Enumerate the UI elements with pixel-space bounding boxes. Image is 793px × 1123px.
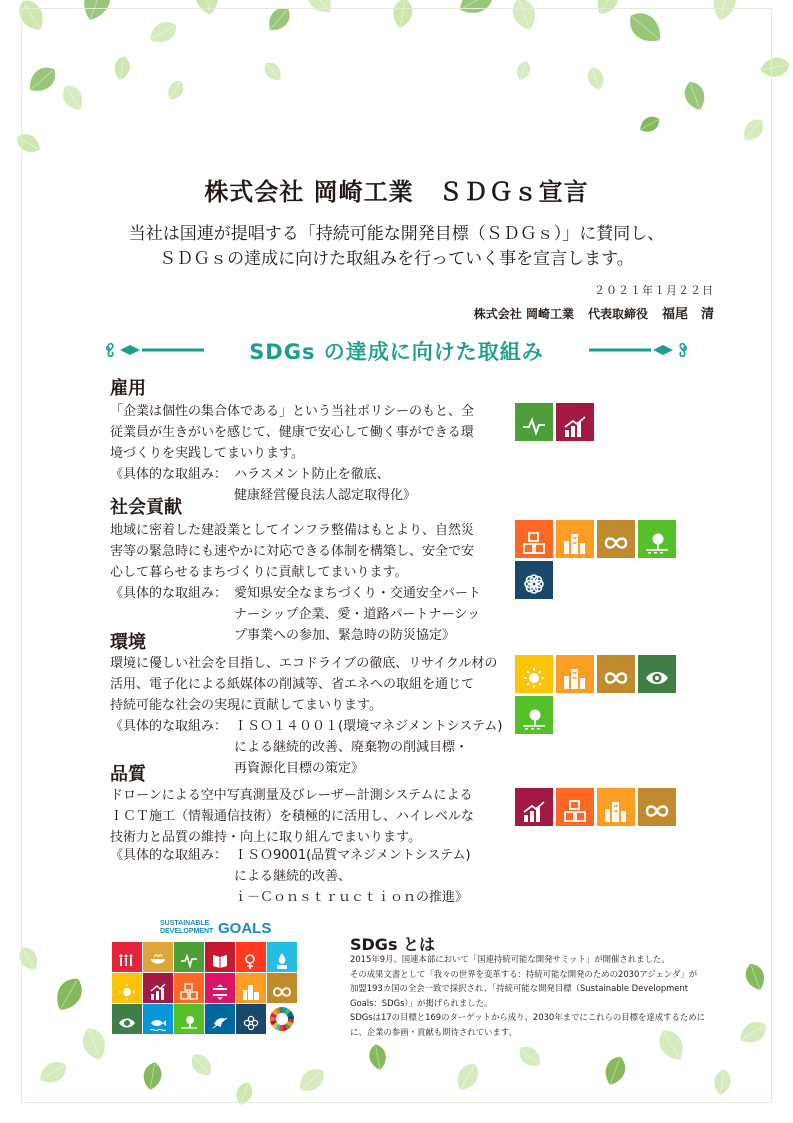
- quality-details: [234, 845, 514, 908]
- employment-text: [110, 401, 508, 464]
- goal-number: 1: [114, 943, 118, 949]
- goal-pictogram-icon: [180, 983, 198, 1001]
- environment-detail-label: 《具体的な取組み：: [110, 719, 228, 734]
- goal-number: 12: [640, 789, 647, 795]
- goal-number: 17: [517, 562, 524, 568]
- goal-number: 13: [114, 1005, 121, 1011]
- goal-text: 産業と技術革新の基盤をつくろう: [182, 975, 203, 981]
- goal-pictogram-icon: [118, 983, 136, 1001]
- goal-text: 平和と公正をすべての人に: [213, 1006, 233, 1012]
- sdg-grid-goal-17: [236, 1004, 266, 1034]
- employment-line: 従業員が生きがいを感じて、健康で安心して働く事ができる環: [110, 425, 474, 440]
- about-line: に、企業の参画・貢献も期待されています。: [350, 1026, 517, 1037]
- cubes-icon: [563, 800, 587, 823]
- about-line: Goals：SDGs）」が掲げられました。: [350, 997, 493, 1008]
- infinity-icon: [604, 667, 628, 690]
- about-line: 2015年9月、国連本部において「国連持続可能な開発サミット」が開催されました。: [350, 954, 670, 964]
- goal-text: 住み続けられるまちづくりを: [564, 656, 592, 663]
- sdg-goal-9-tile: [515, 520, 553, 558]
- quality-line: ドローンによる空中写真測量及びレーザー計測システムによる: [110, 788, 473, 803]
- about-sdgs-heading: SDGs とは: [350, 935, 436, 954]
- goal-text: 気候変動に具体的な対策を: [120, 1006, 141, 1012]
- environment-details: [234, 716, 514, 779]
- goal-number: 4: [207, 943, 211, 949]
- goal-text: 産業と技術革新の基盤をつくろう: [564, 789, 592, 796]
- goal-text: 気候変動に具体的な対策を: [646, 656, 674, 663]
- sdg-grid-goal-1: [112, 942, 142, 972]
- eye-globe-icon: [645, 667, 669, 690]
- city-icon: [604, 800, 628, 823]
- goal-number: 3: [517, 404, 521, 410]
- goal-number: 8: [558, 404, 562, 410]
- social-detail-label: 《具体的な取組み：: [110, 586, 228, 601]
- page-title: 株式会社 岡崎工業 ＳＤＧｓ宣言: [204, 178, 589, 206]
- sdg-grid-goal-7: [112, 973, 142, 1003]
- goal-text: すべての人に健康と福祉を: [523, 404, 550, 411]
- goal-number: 8: [145, 974, 149, 980]
- social-detail-line: ナーシップ企業、愛・道路パートナーシッ: [234, 607, 480, 622]
- goal-number: 5: [238, 943, 242, 949]
- goal-text: つくる責任つかう責任: [275, 975, 296, 981]
- sdg-goal-12-tile: [597, 655, 635, 693]
- sdg-grid-goal-9: [174, 973, 204, 1003]
- sdg-grid-goal-16: [205, 1004, 235, 1034]
- goal-pictogram-icon: [118, 952, 136, 970]
- goal-number: 7: [517, 656, 521, 662]
- signer-name: 福尾 清: [661, 307, 714, 322]
- quality-detail-label: 《具体的な取組み：: [110, 848, 228, 863]
- goal-pictogram-icon: [180, 952, 198, 970]
- environment-line: 持続可能な社会の実現に貢献してまいります。: [110, 698, 382, 713]
- about-line: 加盟193カ国の全会一致で採択され、「持続可能な開発目標（Sustainable Development: [350, 983, 689, 993]
- sdg-goal-3-tile: [515, 403, 553, 441]
- goal-number: 11: [238, 974, 245, 980]
- employment-detail-line: 健康経営優良法人認定取得化》: [234, 488, 417, 503]
- quality-detail-line: ｉ－Ｃｏｎｓｔｒｕｃｔｉｏｎの推進》: [234, 890, 469, 905]
- sdg-goal-11-tile: [556, 520, 594, 558]
- goal-text: 住み続けられるまちづくりを: [564, 521, 592, 528]
- goal-text: ジェンダー平等を実現しよう: [244, 944, 264, 950]
- sdg-grid-goal-6: [267, 942, 297, 972]
- goal-text: 住み続けられるまちづくりを: [605, 789, 633, 796]
- goal-number: 8: [517, 789, 521, 795]
- lead-line-1: 当社は国連が提唱する「持続可能な開発目標（ＳＤＧｓ）」に賛同し、: [128, 224, 665, 244]
- sdgs-logo: [160, 920, 272, 937]
- goal-number: 15: [517, 697, 524, 703]
- section-title: SDGs の達成に向けた取組み: [249, 340, 544, 364]
- employment-details: [234, 464, 514, 506]
- heading-quality: 品質: [110, 764, 146, 785]
- goal-pictogram-icon: [273, 983, 291, 1001]
- goal-number: 10: [207, 974, 214, 980]
- sdg-goal-11-tile: [556, 655, 594, 693]
- sdg-goal-8-tile: [556, 403, 594, 441]
- signer-position: 代表取締役: [587, 307, 648, 321]
- employment-line: 「企業は個性の集合体である」という当社ポリシーのもと、全: [110, 404, 475, 419]
- about-line: その成果文書として「我々の世界を変革する：持続可能な開発のための2030アジェンダ」が: [350, 968, 698, 979]
- about-line: SDGsは17の目標と169のターゲットから成り、2030年までにこれらの目標を達成するために: [350, 1012, 705, 1022]
- sdg-goal-8-tile: [515, 788, 553, 826]
- social-line: 心して暮らせるまちづくりに貢献してまいります。: [110, 565, 408, 580]
- tree-icon: [645, 532, 669, 555]
- sdg-grid-goal-3: [174, 942, 204, 972]
- sdg-goal-15-tile: [638, 520, 676, 558]
- goal-text: 働きがいも経済成長も: [564, 404, 592, 411]
- goal-number: 9: [517, 521, 521, 527]
- goal-text: 貧困をなくそう: [120, 944, 138, 947]
- sdg-goal-12-tile: [638, 788, 676, 826]
- cubes-icon: [522, 532, 546, 555]
- goal-pictogram-icon: [242, 1014, 260, 1032]
- goal-number: 2: [145, 943, 149, 949]
- sdg-grid-goal-4: [205, 942, 235, 972]
- sdg-grid-goal-8: [143, 973, 173, 1003]
- logo-line-1: SUSTAINABLE: [160, 920, 210, 927]
- goal-text: つくる責任つかう責任: [646, 789, 674, 796]
- goal-number: 6: [269, 943, 273, 949]
- signer-company: 株式会社 岡崎工業: [473, 307, 574, 321]
- goal-number: 16: [207, 1005, 214, 1011]
- sdg-wheel-icon: [267, 1004, 297, 1034]
- goal-number: 17: [238, 1005, 245, 1011]
- employment-detail-label: 《具体的な取組み：: [110, 467, 228, 482]
- goal-text: パートナーシップで目標を達成しよう: [523, 562, 550, 569]
- city-icon: [563, 667, 587, 690]
- goal-pictogram-icon: [149, 983, 167, 1001]
- declaration-date: ２０２１年１月２２日: [594, 284, 714, 297]
- goal-pictogram-icon: [149, 952, 167, 970]
- sdg-grid-goal-2: [143, 942, 173, 972]
- growth-chart-icon: [522, 800, 546, 823]
- goal-number: 14: [145, 1005, 152, 1011]
- goal-text: 海の豊かさを守ろう: [151, 1006, 172, 1012]
- goal-text: エネルギーをみんなにそしてクリーンに: [120, 975, 141, 984]
- environment-line: 活用、電子化による紙媒体の削減等、省エネへの取組を通じて: [110, 677, 475, 692]
- goal-text: つくる責任つかう責任: [605, 521, 633, 528]
- growth-chart-icon: [563, 415, 587, 438]
- goal-text: 住み続けられるまちづくりを: [244, 975, 265, 981]
- infinity-icon: [645, 800, 669, 823]
- goal-text: 陸の豊かさも守ろう: [646, 521, 674, 525]
- social-line: 害等の緊急時にも速やかに対応できる体制を構築し、安全で安: [110, 544, 475, 559]
- environment-text: [110, 653, 508, 716]
- goal-text: パートナーシップで目標を達成しよう: [244, 1006, 265, 1015]
- goal-pictogram-icon: [211, 1014, 229, 1032]
- logo-goals: GOALS: [218, 920, 272, 937]
- goal-number: 11: [599, 789, 606, 795]
- environment-line: 環境に優しい社会を目指し、エコドライブの徹底、リサイクル材の: [110, 656, 498, 671]
- goal-pictogram-icon: [211, 952, 229, 970]
- goal-pictogram-icon: [211, 983, 229, 1001]
- goal-number: 12: [269, 974, 276, 980]
- city-icon: [563, 532, 587, 555]
- heading-social-contribution: 社会貢献: [110, 497, 182, 518]
- quality-line: ＩＣＴ施工（情報通信技術）を積極的に活用し、ハイレベルな: [110, 809, 475, 824]
- goal-pictogram-icon: [242, 983, 260, 1001]
- sdg-goal-11-tile: [597, 788, 635, 826]
- environment-detail-line: 再資源化目標の策定》: [234, 761, 365, 776]
- sdg-goal-13-tile: [638, 655, 676, 693]
- goal-number: 13: [640, 656, 647, 662]
- goal-text: 陸の豊かさも守ろう: [523, 697, 551, 701]
- goal-number: 9: [558, 789, 562, 795]
- social-details: [234, 583, 514, 646]
- section-header: [0, 336, 793, 366]
- goal-pictogram-icon: [273, 952, 291, 970]
- environment-detail-line: ＩＳＯ１４００１(環境マネジメントシステム): [234, 719, 503, 734]
- heading-employment: 雇用: [110, 378, 146, 399]
- goal-number: 11: [558, 521, 565, 527]
- goal-text: つくる責任つかう責任: [605, 656, 633, 663]
- lead-line-2: ＳＤＧｓの達成に向けた取組みを行っていく事を宣言します。: [159, 249, 634, 269]
- goal-number: 15: [640, 521, 647, 527]
- goal-number: 12: [599, 521, 606, 527]
- goal-number: 11: [558, 656, 565, 662]
- sdg-goal-15-tile: [515, 696, 553, 734]
- sun-icon: [522, 667, 546, 690]
- sdg-goal-7-tile: [515, 655, 553, 693]
- sdg-grid-goal-13: [112, 1004, 142, 1034]
- goal-text: 飢餓をゼロに: [151, 944, 167, 947]
- sdg-grid-goal-11: [236, 973, 266, 1003]
- goal-number: 7: [114, 974, 118, 980]
- flower-icon: [522, 573, 546, 596]
- goal-text: 質の高い教育をみんなに: [213, 944, 234, 950]
- tree-icon: [522, 708, 546, 731]
- logo-line-2: DEVELOPMENT: [160, 928, 214, 935]
- sdg-goal-9-tile: [556, 788, 594, 826]
- social-text: [110, 520, 508, 583]
- goal-text: 陸の豊かさも守ろう: [182, 1006, 203, 1012]
- goal-text: 働きがいも経済成長も: [151, 975, 172, 981]
- signer: [474, 303, 714, 322]
- quality-text: [110, 785, 508, 848]
- goal-text: エネルギーをみんなにそしてクリーンに: [523, 656, 551, 663]
- heading-environment: 環境: [110, 632, 146, 653]
- sdg-grid-goal-14: [143, 1004, 173, 1034]
- goal-pictogram-icon: [180, 1014, 198, 1032]
- sdg-goal-17-tile: [515, 561, 553, 599]
- goal-number: 15: [176, 1005, 183, 1011]
- right-ornament-icon: [583, 340, 693, 360]
- goal-number: 9: [176, 974, 180, 980]
- goal-pictogram-icon: [242, 952, 260, 970]
- goal-text: 産業と技術革新の基盤をつくろう: [523, 521, 551, 528]
- sdg-grid-goal-5: [236, 942, 266, 972]
- about-sdgs-text: [350, 952, 722, 1039]
- infinity-icon: [604, 532, 628, 555]
- quality-detail-line: による継続的改善、: [234, 869, 352, 884]
- goal-pictogram-icon: [149, 1014, 167, 1032]
- employment-detail-line: ハラスメント防止を徹底、: [234, 467, 390, 482]
- environment-detail-line: による継続的改善、廃棄物の削減目標・: [234, 740, 469, 755]
- sdg-grid-goal-10: [205, 973, 235, 1003]
- goal-number: 3: [176, 943, 180, 949]
- sdg-grid-goal-12: [267, 973, 297, 1003]
- goal-pictogram-icon: [118, 1014, 136, 1032]
- sdg-goal-12-tile: [597, 520, 635, 558]
- heartbeat-icon: [522, 415, 546, 438]
- social-line: 地域に密着した建設業としてインフラ整備はもとより、自然災: [110, 523, 475, 538]
- quality-line: 技術力と品質の維持・向上に取り組んでまいります。: [110, 830, 421, 845]
- employment-line: 境づくりを実践してまいります。: [110, 446, 304, 461]
- social-detail-line: プ事業への参加、緊急時の防災協定》: [234, 628, 456, 643]
- goal-number: 12: [599, 656, 606, 662]
- social-detail-line: 愛知県安全なまちづくり・交通安全パート: [234, 586, 481, 601]
- goal-text: 安全な水とトイレを世界中に: [275, 944, 295, 950]
- sdg-grid-goal-15: [174, 1004, 204, 1034]
- quality-detail-line: ＩＳＯ9001(品質マネジメントシステム): [234, 848, 471, 863]
- goal-text: 人や国の不平等をなくそう: [213, 975, 234, 981]
- goal-text: すべての人に健康と福祉を: [182, 944, 202, 950]
- goal-text: 働きがいも経済成長も: [523, 789, 551, 796]
